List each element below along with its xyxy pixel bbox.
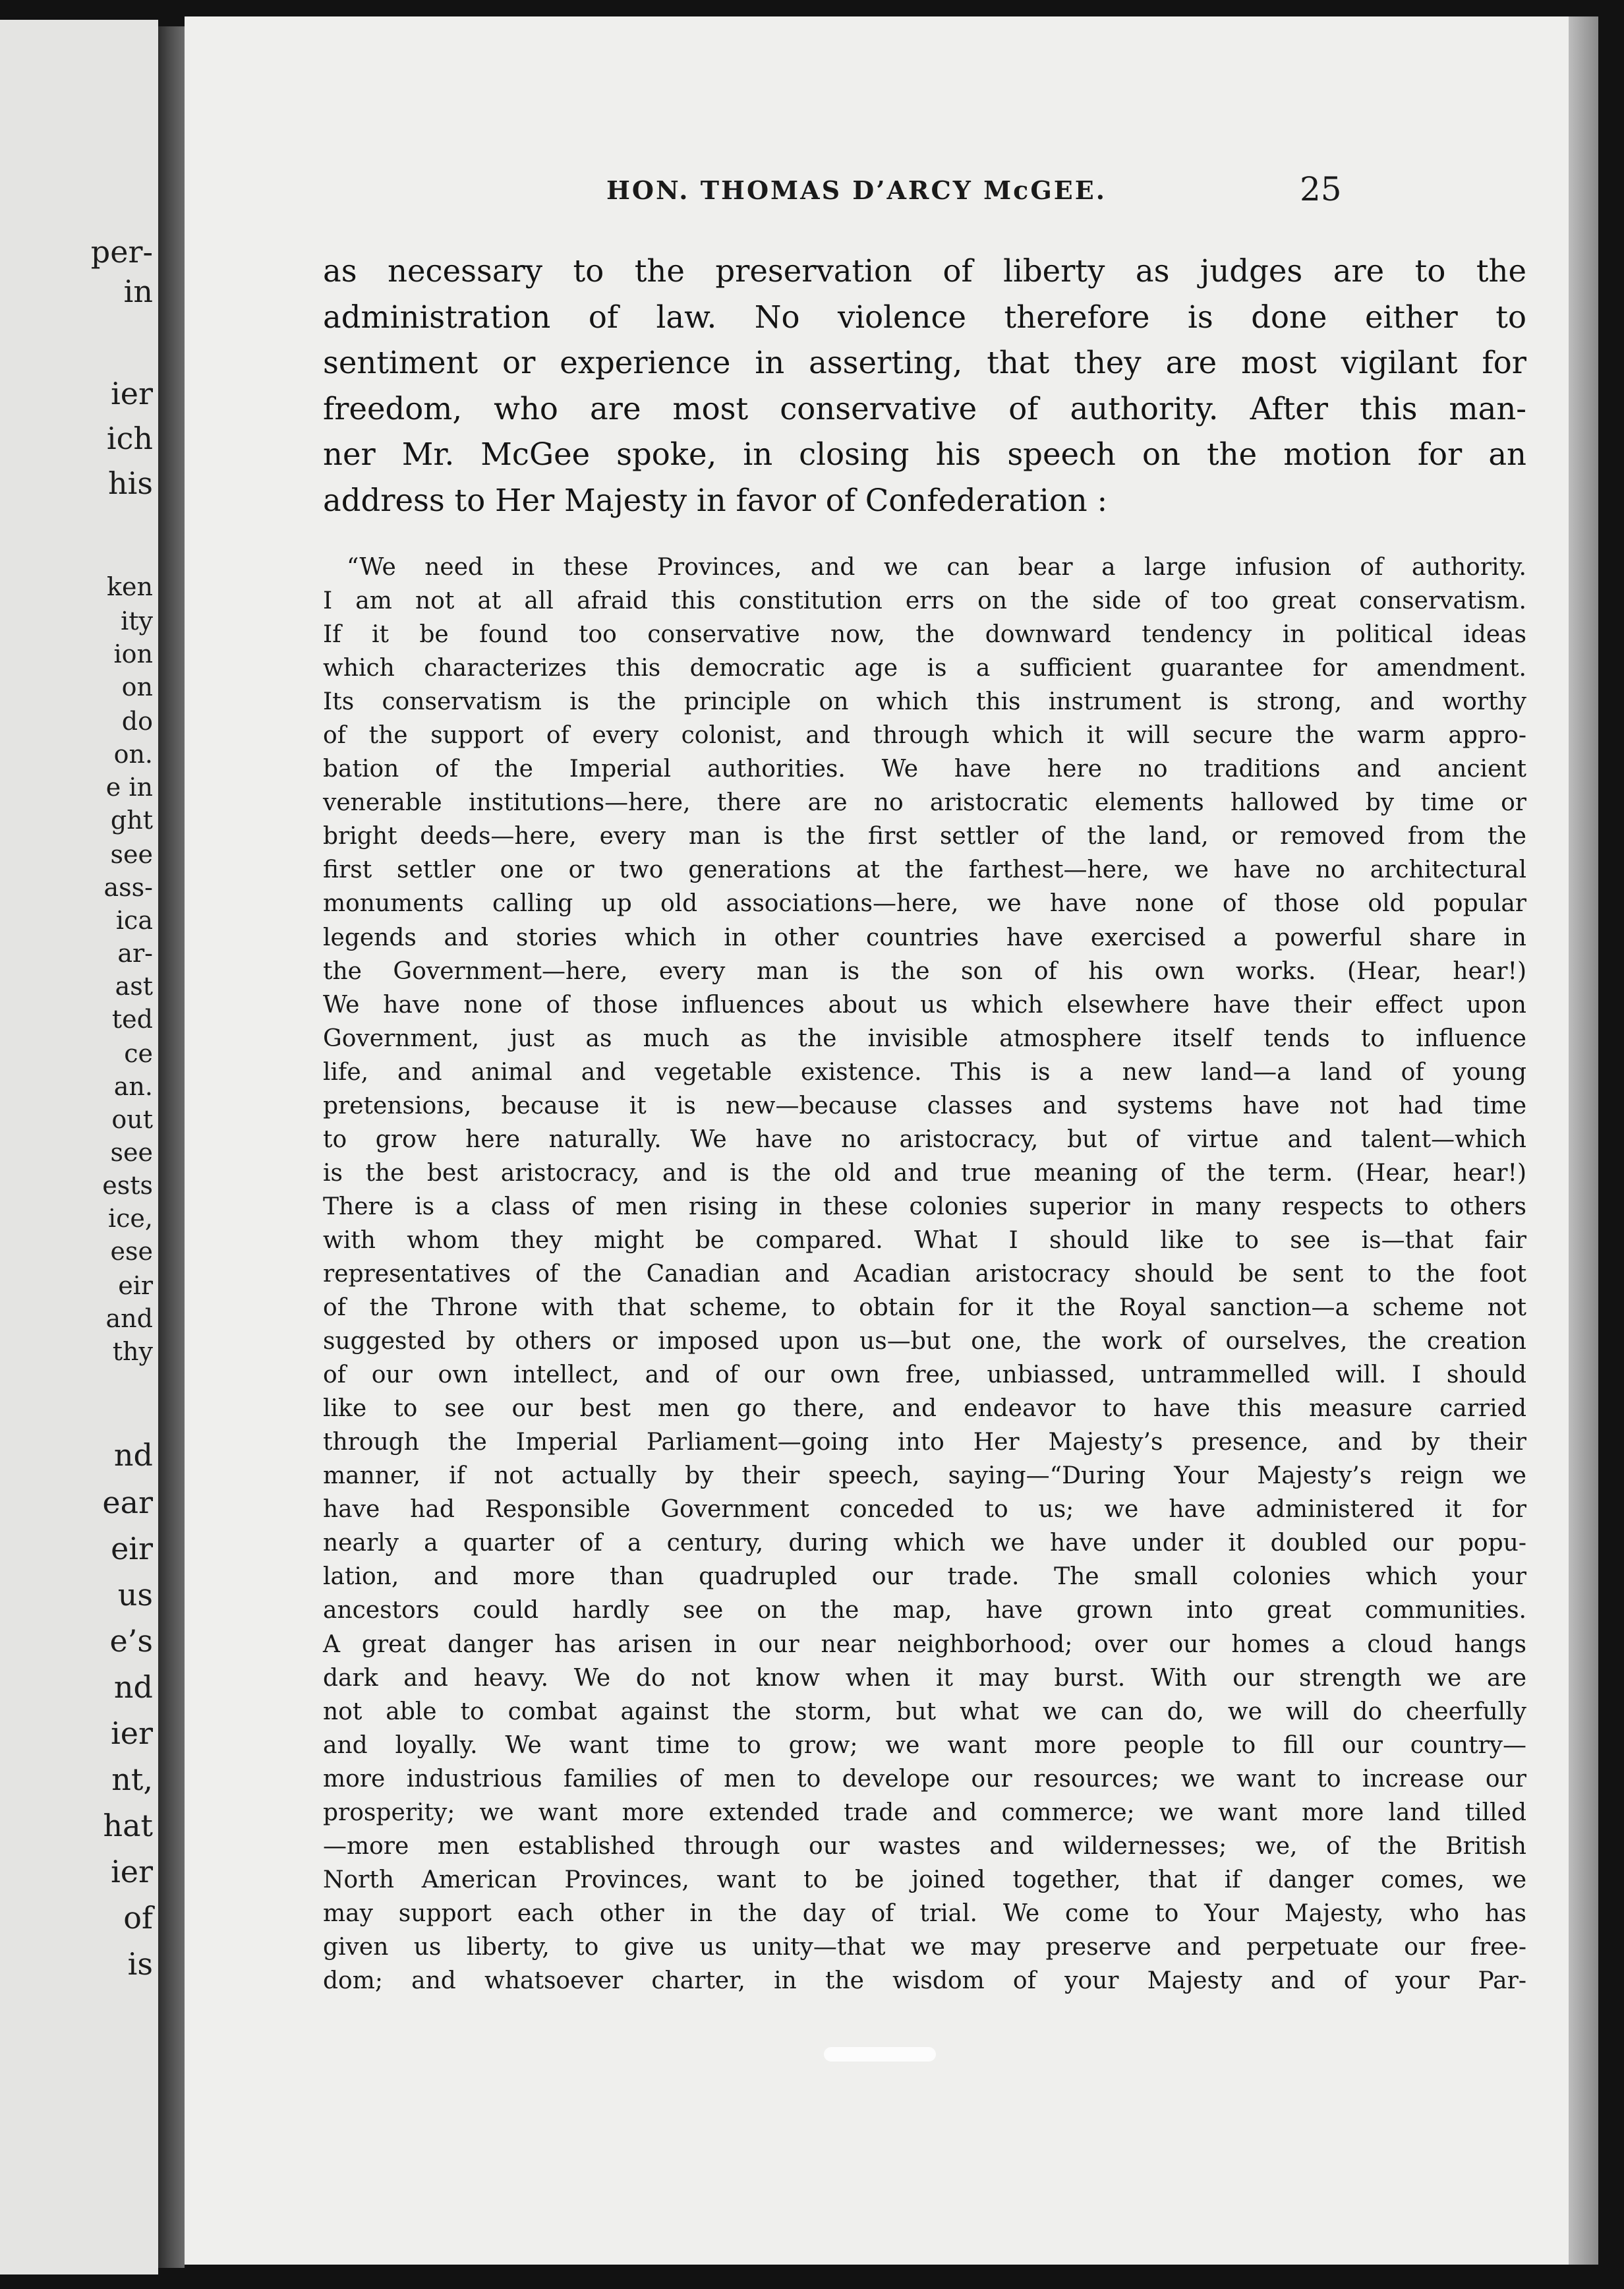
left-page-line-fragment: e’s (109, 1623, 153, 1659)
left-page-line-fragment: ken (107, 572, 153, 601)
quote-line: representatives of the Canadian and Acadian aristocracy should be sent to the foot (323, 1260, 1526, 1288)
intro-paragraph (323, 249, 1526, 523)
quote-line: is the best aristocracy, and is the old and true meaning of the term. (Hear, hear!) (323, 1159, 1526, 1187)
left-page-line-fragment: on (121, 672, 153, 701)
left-page-line-fragment: ass- (103, 873, 153, 902)
left-page-line-fragment: of (123, 1900, 153, 1936)
left-page-line-fragment: ice, (107, 1204, 153, 1233)
quote-line: venerable institutions—here, there are no aristocratic elements hallowed by time or (323, 789, 1526, 817)
quote-line: with whom they might be compared. What I should like to see is—that fair (323, 1226, 1526, 1254)
left-page-line-fragment: ast (115, 972, 153, 1001)
quote-line: manner, if not actually by their speech, saying—“During Your Majesty’s reign we (323, 1462, 1526, 1490)
left-page-line-fragment: ich (106, 421, 153, 456)
quote-line: dark and heavy. We do not know when it may burst. With our strength we are (323, 1664, 1526, 1692)
left-page-line-fragment: ar- (117, 939, 153, 968)
left-page-line-fragment: ear (102, 1485, 153, 1520)
left-page-line-fragment: on. (113, 740, 153, 769)
quote-line: life, and animal and vegetable existence. This is a new land—a land of young (323, 1058, 1526, 1086)
left-page-line-fragment: thy (112, 1337, 153, 1366)
left-page-line-fragment: nt, (111, 1762, 153, 1797)
quote-line: legends and stories which in other countries have exercised a powerful share in (323, 924, 1526, 951)
quote-line: more industrious families of men to develope our resources; we want to increase our (323, 1765, 1526, 1793)
running-title: HON. THOMAS D’ARCY McGEE. (606, 175, 1107, 205)
quote-line: North American Provinces, want to be joined together, that if danger comes, we (323, 1866, 1526, 1893)
quote-line: There is a class of men rising in these colonies superior in many respects to others (323, 1193, 1526, 1220)
quote-line: of the support of every colonist, and through which it will secure the warm appro- (323, 722, 1526, 750)
quote-line: A great danger has arisen in our near neighborhood; over our homes a cloud hangs (323, 1630, 1526, 1658)
left-page-line-fragment: and (105, 1304, 153, 1333)
quote-line: We have none of those influences about us which elsewhere have their effect upon (323, 991, 1526, 1019)
quote-line: first settler one or two generations at the farthest—here, we have no architectural (323, 856, 1526, 884)
book-gutter (158, 26, 185, 2268)
quote-line: lation, and more than quadrupled our trade. The small colonies which your (323, 1563, 1526, 1591)
left-page-line-fragment: us (117, 1577, 153, 1613)
left-page-line-fragment: do (121, 707, 153, 736)
left-page-line-fragment: ier (111, 1715, 153, 1751)
book-page (185, 16, 1569, 2265)
quote-line: the Government—here, every man is the son of his own works. (Hear, hear!) (323, 957, 1526, 985)
quote-line: of the Throne with that scheme, to obtain for it the Royal sanction—a scheme not (323, 1294, 1526, 1322)
left-page-line-fragment: nd (113, 1669, 153, 1705)
quote-line: bation of the Imperial authorities. We have here no traditions and ancient (323, 756, 1526, 783)
quote-line: through the Imperial Parliament—going into Her Majesty’s presence, and by their (323, 1429, 1526, 1456)
page-header (185, 170, 1529, 216)
left-page-line-fragment: ght (110, 806, 153, 835)
quote-line: of our own intellect, and of our own free, unbiassed, untrammelled will. I should (323, 1361, 1526, 1389)
quote-line: monuments calling up old associations—here, we have none of those old popular (323, 890, 1526, 918)
quote-line: suggested by others or imposed upon us—but one, the work of ourselves, the creation (323, 1328, 1526, 1355)
left-page-line-fragment: in (123, 274, 153, 309)
previous-page-fragment (0, 20, 158, 2274)
left-page-line-fragment: an. (113, 1072, 153, 1101)
quote-line: “We need in these Provinces, and we can bear a large infusion of authority. (347, 554, 1526, 581)
left-page-line-fragment: eir (111, 1531, 153, 1566)
left-page-line-fragment: ce (124, 1039, 153, 1068)
page-edge (1569, 16, 1598, 2265)
quote-line: Its conservatism is the principle on which this instrument is strong, and worthy (323, 688, 1526, 716)
left-page-line-fragment: hat (103, 1808, 153, 1843)
left-page-line-fragment: nd (113, 1437, 153, 1473)
left-page-line-fragment: e in (105, 773, 153, 802)
left-page-line-fragment: eir (118, 1271, 153, 1300)
intro-line: administration of law. No violence therefore is done either to (323, 299, 1526, 335)
left-page-line-fragment: out (111, 1105, 153, 1134)
left-page-line-fragment: ier (111, 1854, 153, 1889)
quote-line: prosperity; we want more extended trade and commerce; we want more land tilled (323, 1798, 1526, 1826)
left-page-line-fragment: see (110, 1138, 153, 1167)
quote-line: given us liberty, to give us unity—that we may preserve and perpetuate our free- (323, 1933, 1526, 1961)
quote-line: If it be found too conservative now, the downward tendency in political ideas (323, 621, 1526, 649)
quote-line: I am not at all afraid this constitution errs on the side of too great conservatism. (323, 587, 1526, 615)
left-page-line-fragment: ted (111, 1005, 153, 1034)
quote-line: which characterizes this democratic age is a sufficient guarantee for amendment. (323, 655, 1526, 682)
quote-line: like to see our best men go there, and endeavor to have this measure carried (323, 1395, 1526, 1423)
intro-line: as necessary to the preservation of liberty as judges are to the (323, 253, 1526, 289)
intro-line: sentiment or experience in asserting, that they are most vigilant for (323, 345, 1526, 380)
quote-line: bright deeds—here, every man is the first settler of the land, or removed from the (323, 823, 1526, 850)
quote-line: nearly a quarter of a century, during which we have under it doubled our popu- (323, 1530, 1526, 1557)
left-page-line-fragment: his (108, 465, 153, 501)
quote-line: may support each other in the day of trial. We come to Your Majesty, who has (323, 1899, 1526, 1927)
quote-line: dom; and whatsoever charter, in the wisdom of your Majesty and of your Par- (323, 1967, 1526, 1994)
quote-line: ancestors could hardly see on the map, have grown into great communities. (323, 1597, 1526, 1624)
page-number: 25 (1300, 170, 1342, 208)
left-page-line-fragment: ity (121, 607, 153, 636)
quote-line: pretensions, because it is new—because classes and systems have not had time (323, 1092, 1526, 1119)
quote-line: Government, just as much as the invisible atmosphere itself tends to influence (323, 1025, 1526, 1052)
left-page-line-fragment: see (110, 840, 153, 869)
quote-line: —more men established through our wastes and wildernesses; we, of the British (323, 1832, 1526, 1860)
quote-line: not able to combat against the storm, but what we can do, we will do cheerfully (323, 1698, 1526, 1725)
quote-line: have had Responsible Government conceded to us; we have administered it for (323, 1496, 1526, 1524)
left-page-line-fragment: is (127, 1946, 153, 1982)
left-page-line-fragment: ier (111, 376, 153, 411)
quote-line: to grow here naturally. We have no aristocracy, but of virtue and talent—which (323, 1125, 1526, 1153)
left-page-line-fragment: ica (115, 906, 153, 935)
speech-quotation (323, 550, 1526, 1998)
quote-line: and loyally. We want time to grow; we want more people to fill our country— (323, 1731, 1526, 1759)
scan-artifact (824, 2047, 936, 2062)
intro-line: ner Mr. McGee spoke, in closing his speech on the motion for an (323, 436, 1526, 472)
intro-line: address to Her Majesty in favor of Confederation : (323, 482, 1108, 518)
left-page-line-fragment: per- (90, 234, 153, 270)
left-page-line-fragment: ests (102, 1171, 153, 1200)
left-page-line-fragment: ese (110, 1237, 153, 1266)
intro-line: freedom, who are most conservative of authority. After this man- (323, 390, 1526, 427)
left-page-line-fragment: ion (113, 639, 153, 669)
